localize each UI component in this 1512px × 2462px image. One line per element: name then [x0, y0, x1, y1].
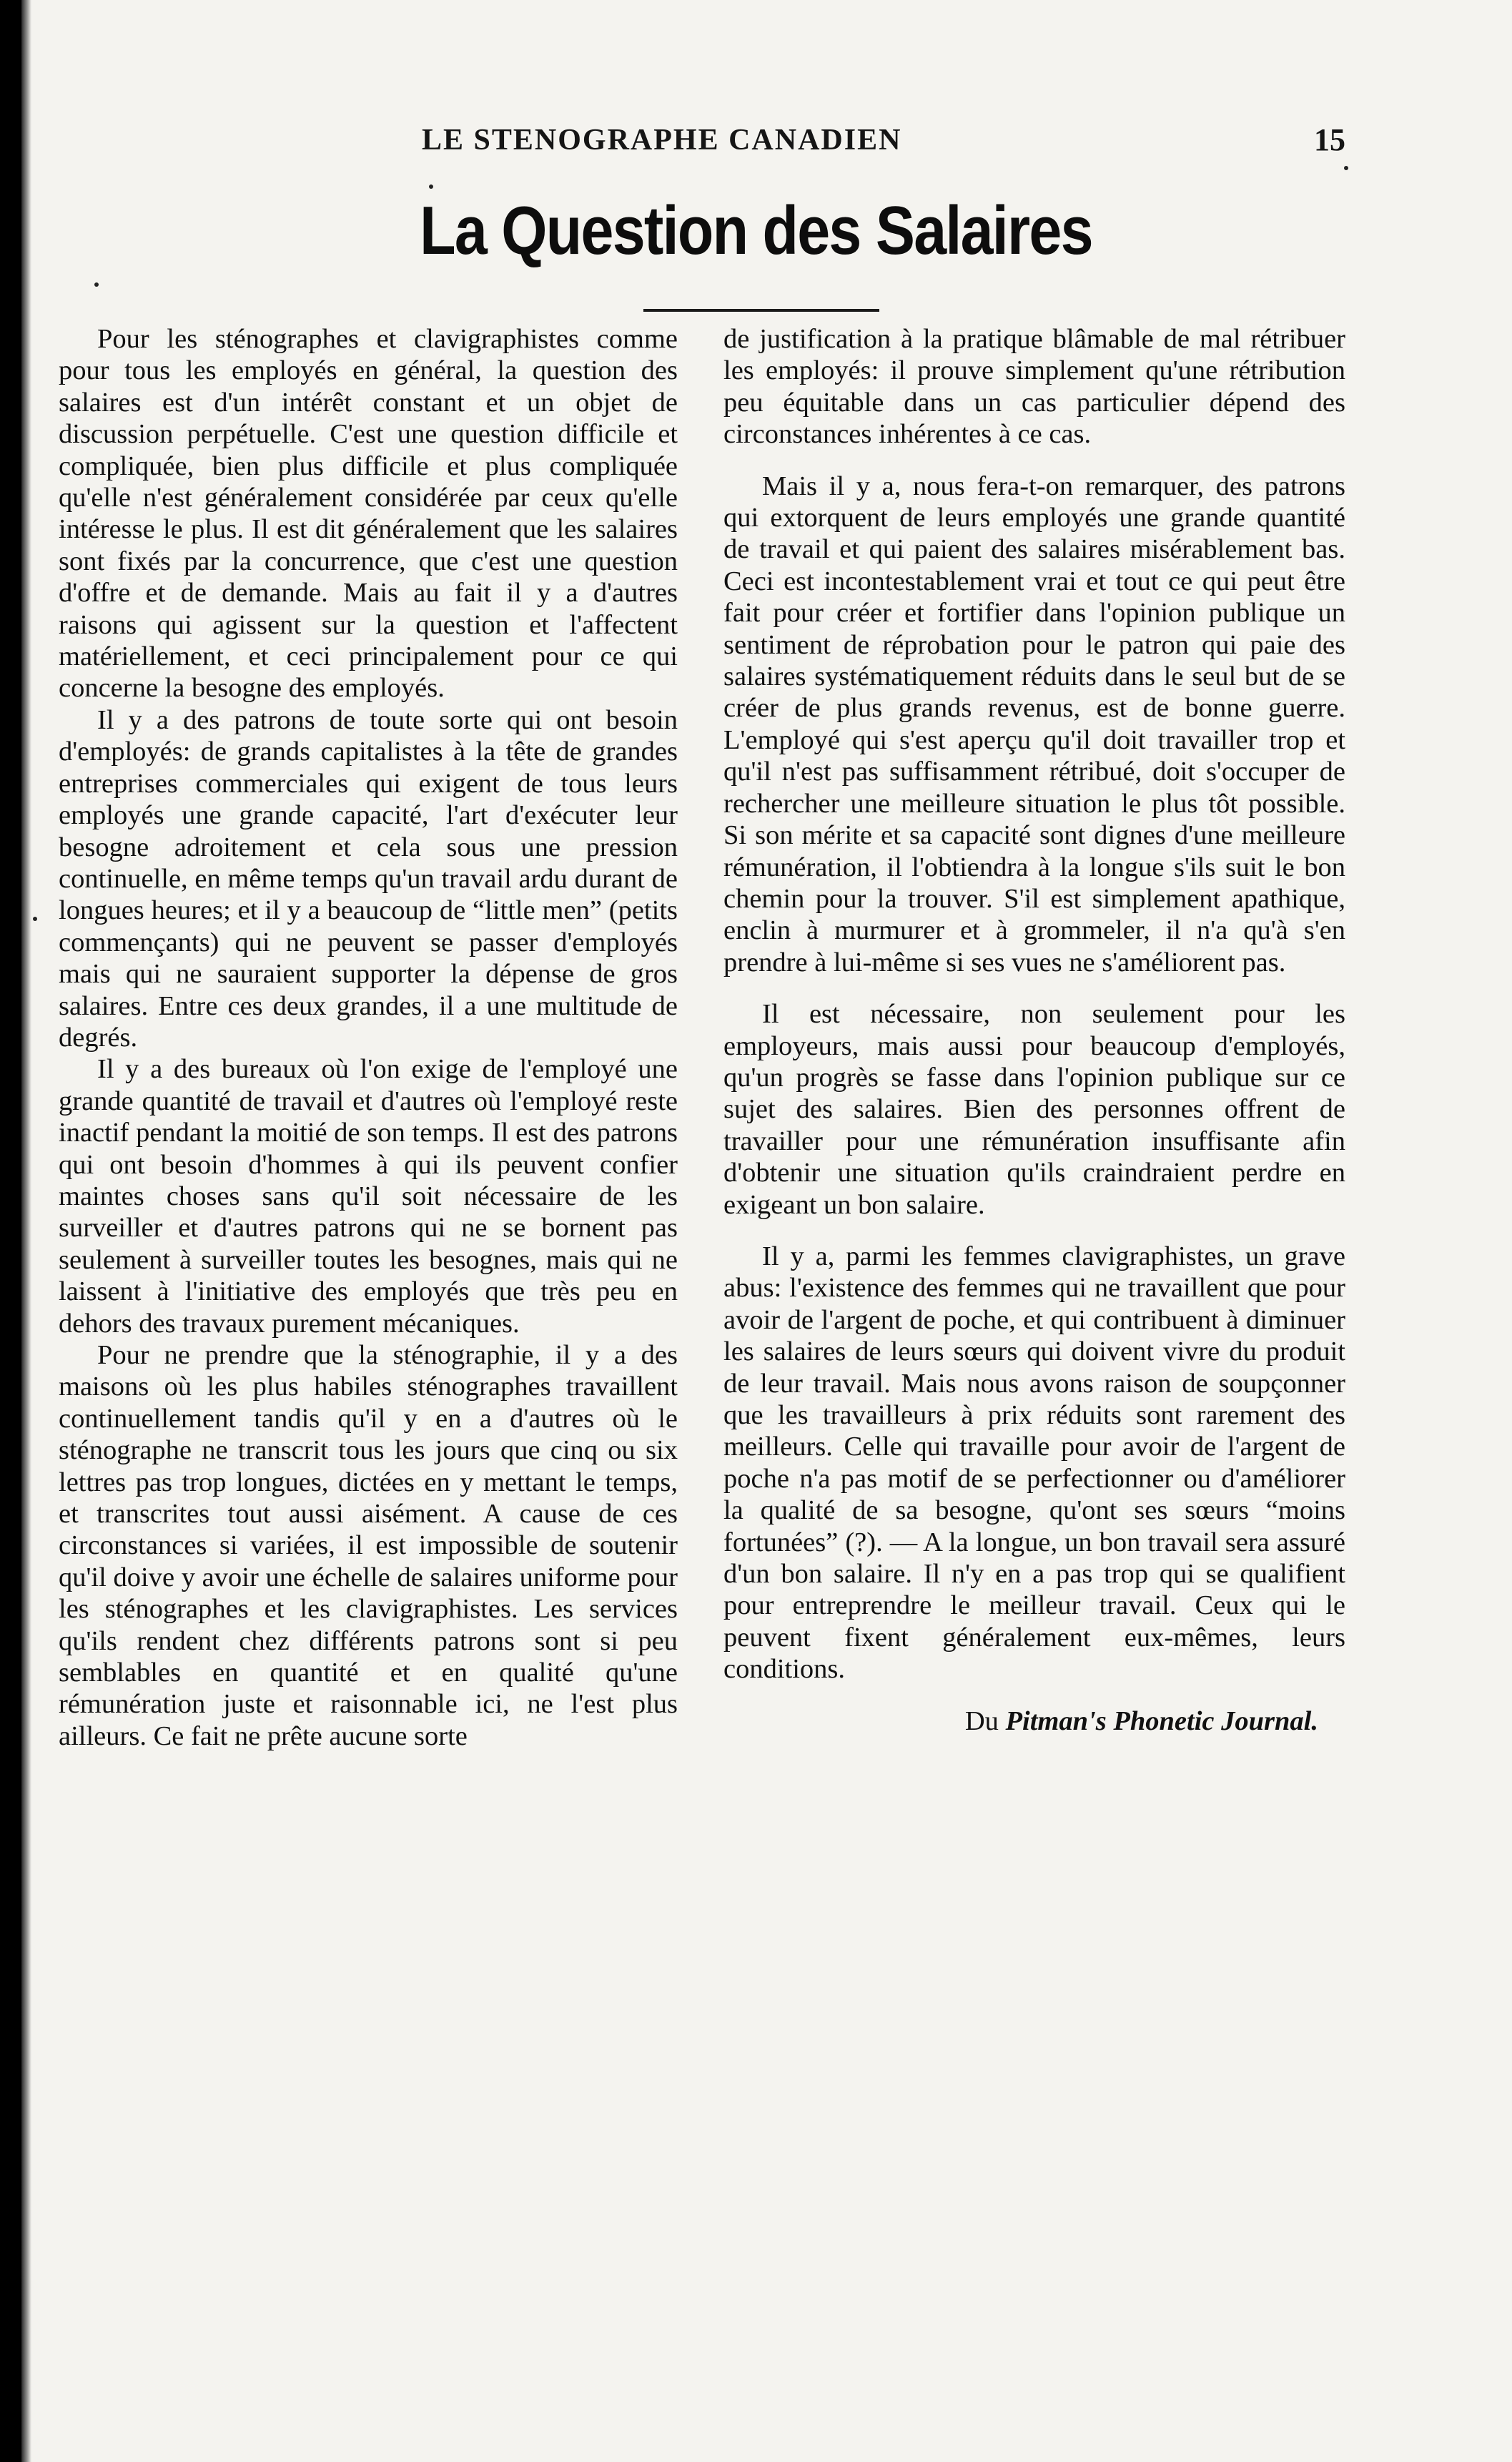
article-column-right: [723, 323, 1345, 1757]
source-prefix: Du: [964, 1705, 999, 1736]
page-number: 15: [1314, 122, 1345, 157]
article-column-left: [59, 323, 678, 1752]
source-credit: [723, 1705, 1345, 1737]
page-edge-shadow: [21, 0, 31, 2462]
paragraph: Il y a des bureaux où l'on exige de l'employé une grande quantité de travail et d'autres où l'employé reste inactif pendant la moitié de son temps. Il est des patrons qui ont besoin d'hommes à qui ils peuvent confier maintes choses sans qu'il soit nécessaire de les surveiller et d'autres patrons qui ne se bornent pas seulement à surveiller toutes les besognes, mais qui ne laissent à l'initiative des employés que très peu en dehors des travaux purement mécaniques.: [59, 1054, 678, 1339]
print-speck: [33, 917, 37, 921]
title-rule: [643, 309, 879, 312]
running-head: LE STENOGRAPHE CANADIEN: [422, 124, 902, 157]
paragraph: Il y a, parmi les femmes clavigraphistes, un grave abus: l'existence des femmes qui ne travaillent que pour avoir de l'argent de poche, et qui contribuent à diminuer les salaires de leurs sœurs qui doivent vivre du produit de leur travail. Mais nous avons raison de soupçonner que les travailleurs à prix réduits sont rarement des meilleurs. Celle qui travaille pour avoir de l'argent de poche n'a pas motif de se perfectionner ou d'améliorer la qualité de sa besogne, qu'ont ses sœurs “moins fortunées” (?). — A la longue, un bon travail sera assuré d'un bon salaire. Il n'y en a pas trop qui se qualifient pour entreprendre le meilleur travail. Ceux qui le peuvent fixent généralement eux-mêmes, leurs conditions.: [723, 1241, 1345, 1685]
paragraph: Il y a des patrons de toute sorte qui ont besoin d'employés: de grands capitalistes à la tête de grandes entreprises commerciales qui exigent de tous leurs employés une grande capacité, l'art d'exécuter leur besogne adroitement et cela sous une pression continuelle, en même temps qu'un travail ardu durant de longues heures; et il y a beaucoup de “little men” (petits commençants) qui ne peuvent se passer d'employés mais qui ne sauraient supporter la dépense de gros salaires. Entre ces deux grandes, il a une multitude de degrés.: [59, 704, 678, 1053]
paragraph: Mais il y a, nous fera-t-on remarquer, des patrons qui extorquent de leurs employés une grande quantité de travail et qui paient des salaires misérablement bas. Ceci est incontestablement vrai et tout ce qui peut être fait pour créer et fortifier dans l'opinion publique un sentiment de réprobation pour le patron qui paie des salaires systématiquement réduits dans le seul but de se créer de plus grands revenus, est de bonne guerre. L'employé qui s'est aperçu qu'il doit travailler trop et qu'il n'est pas suffisamment rétribué, doit s'occuper de rechercher une meilleure situation le plus tôt possible. Si son mérite et sa capacité sont dignes d'une meilleure rémunération, il l'obtiendra à la longue s'ils suit le bon chemin pour la trouver. S'il est simplement apathique, enclin à murmurer et à grommeler, il n'a qu'à s'en prendre à lui-même si ses vues ne s'améliorent pas.: [723, 471, 1345, 978]
source-journal: Pitman's Phonetic Journal.: [1005, 1705, 1318, 1736]
article-title: La Question des Salaires: [420, 192, 1092, 269]
paragraph: Pour ne prendre que la sténographie, il y a des maisons où les plus habiles sténographes travaillent continuellement tandis qu'il y en a d'autres où le sténographe ne transcrit tous les jours que cinq ou six lettres pas trop longues, dictées en y mettant le temps, et transcrites tout aussi aisément. A cause de ces circonstances si variées, il est impossible de soutenir qu'il doive y avoir une échelle de salaires uniforme pour les sténographes et les clavigraphistes. Les services qu'ils rendent chez différents patrons sont si peu semblables en quantité et en qualité qu'une rémunération juste et raisonnable ici, ne l'est plus ailleurs. Ce fait ne prête aucune sorte: [59, 1340, 678, 1751]
print-speck: [429, 184, 433, 189]
paragraph: Il est nécessaire, non seulement pour les employeurs, mais aussi pour beaucoup d'employés, qu'un progrès se fasse dans l'opinion publique sur ce sujet des salaires. Bien des personnes offrent de travailler pour une rémunération insuffisante afin d'obtenir une situation qu'ils craindraient perdre en exigeant un bon salaire.: [723, 999, 1345, 1220]
print-speck: [94, 282, 99, 287]
paragraph: Pour les sténographes et clavigraphistes comme pour tous les employés en général, la question des salaires est d'un intérêt constant et un objet de discussion perpétuelle. C'est une question difficile et compliquée, bien plus difficile et plus compliquée qu'elle n'est généralement considérée par ceux qu'elle intéresse le plus. Il est dit généralement que les salaires sont fixés par la concurrence, que c'est une question d'offre et de demande. Mais au fait il y a d'autres raisons qui agissent sur la question et l'affectent matériellement, et ceci principalement pour ce qui concerne la besogne des employés.: [59, 324, 678, 704]
paragraph: de justification à la pratique blâmable de mal rétribuer les employés: il prouve simplement qu'une rétribution peu équitable dans un cas particulier dépend des circonstances inhérentes à ce cas.: [723, 324, 1345, 450]
print-speck: [1344, 166, 1348, 170]
